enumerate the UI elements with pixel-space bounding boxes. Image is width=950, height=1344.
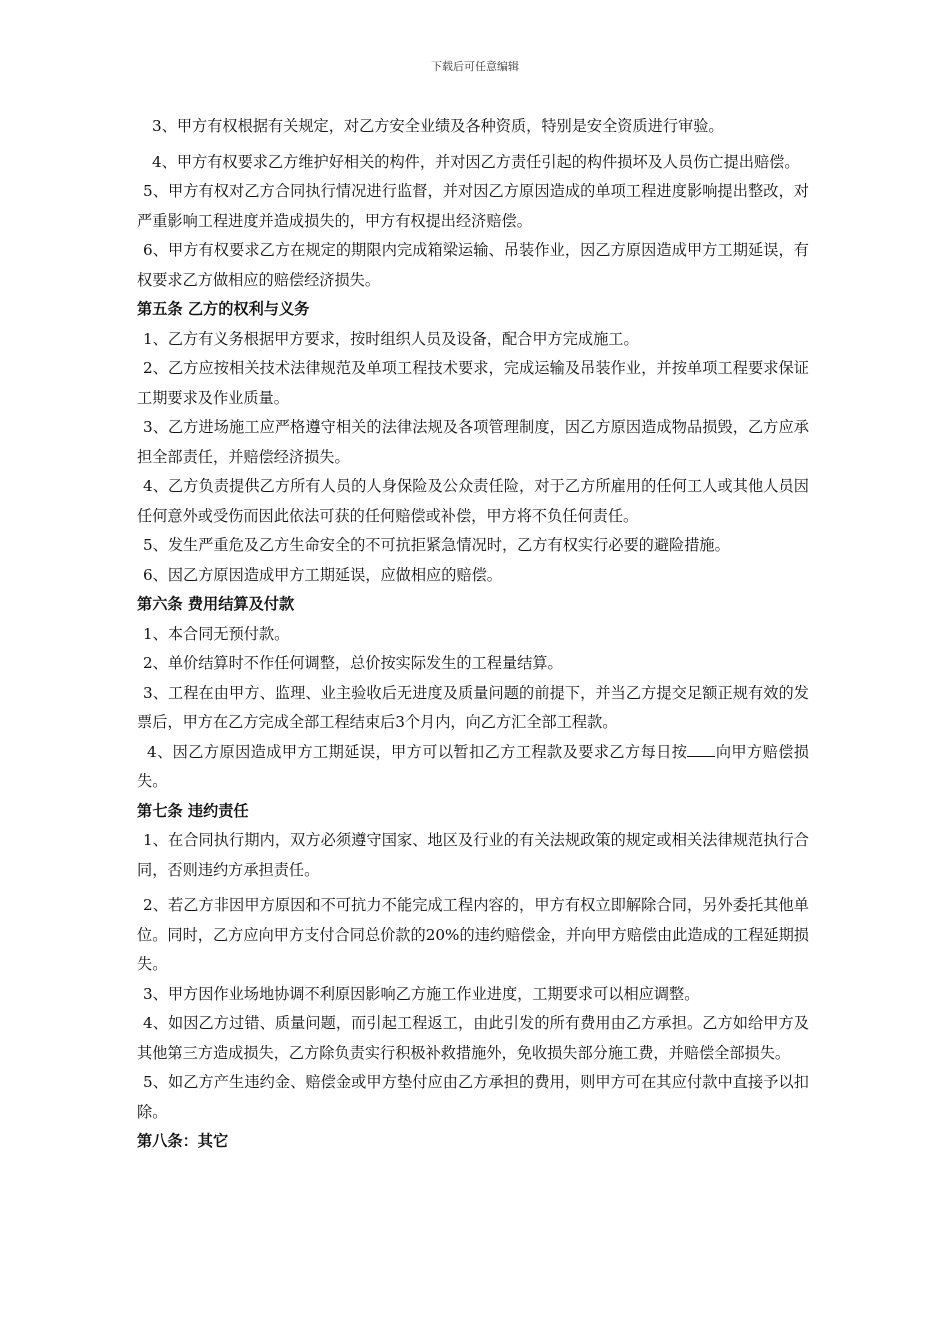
clause-5-item-1: 1、乙方有义务根据甲方要求，按时组织人员及设备，配合甲方完成施工。 bbox=[143, 329, 639, 348]
contract-body bbox=[137, 112, 809, 1157]
clause-5-item-2: 2、乙方应按相关技术法律规范及单项工程技术要求，完成运输及吊装作业，并按单项工程要求保证工期要求及作业质量。 bbox=[137, 359, 809, 407]
clause-7-item-3: 3、甲方因作业场地协调不利原因影响乙方施工作业进度，工期要求可以相应调整。 bbox=[143, 984, 700, 1003]
section-heading-8: 第八条：其它 bbox=[137, 1132, 229, 1150]
fill-in-blank bbox=[687, 742, 715, 757]
clause-6-item-4-text-after: 向甲方赔偿损失。 bbox=[137, 742, 809, 790]
clause-7-item-1: 1、在合同执行期内，双方必须遵守国家、地区及行业的有关法规政策的规定或相关法律规范执行合同，否则违约方承担责任。 bbox=[137, 831, 809, 879]
clause-6-item-1: 1、本合同无预付款。 bbox=[143, 624, 290, 643]
clause-7-item-4: 4、如因乙方过错、质量问题，而引起工程返工，由此引发的所有费用由乙方承担。乙方如给甲方及其他第三方造成损失，乙方除负责实行积极补救措施外，免收损失部分施工费，并赔偿全部损失。 bbox=[137, 1014, 809, 1062]
section-heading-5: 第五条 乙方的权利与义务 bbox=[137, 300, 310, 318]
clause-6-item-4-text-before: 4、因乙方原因造成甲方工期延误，甲方可以暂扣乙方工程款及要求乙方每日按 bbox=[147, 742, 688, 761]
clause-7-item-2: 2、若乙方非因甲方原因和不可抗力不能完成工程内容的，甲方有权立即解除合同，另外委托其他单位。同时，乙方应向甲方支付合同总价款的20%的违约赔偿金，并向甲方赔偿由此造成的工程延期损失。 bbox=[137, 896, 809, 973]
section-heading-6: 第六条 费用结算及付款 bbox=[137, 595, 295, 613]
clause-5-item-5: 5、发生严重危及乙方生命安全的不可抗拒紧急情况时，乙方有权实行必要的避险措施。 bbox=[143, 536, 730, 554]
clause-5-item-6: 6、因乙方原因造成甲方工期延误，应做相应的赔偿。 bbox=[143, 565, 502, 584]
clause-5-item-3: 3、乙方进场施工应严格遵守相关的法律法规及各项管理制度，因乙方原因造成物品损毁，乙方应承担全部责任，并赔偿经济损失。 bbox=[137, 418, 809, 466]
clause-6-item-3: 3、工程在由甲方、监理、业主验收后无进度及质量问题的前提下，并当乙方提交足额正规有效的发票后，甲方在乙方完成全部工程结束后3个月内，向乙方汇全部工程款。 bbox=[137, 683, 809, 731]
clause-6-item-4 bbox=[137, 738, 809, 797]
clause-5-item-4: 4、乙方负责提供乙方所有人员的人身保险及公众责任险，对于乙方所雇用的任何工人或其他人员因任何意外或受伤而因此依法可获的任何赔偿或补偿，甲方将不负任何责任。 bbox=[137, 477, 809, 525]
clause-6-item-2: 2、单价结算时不作任何调整，总价按实际发生的工程量结算。 bbox=[143, 654, 563, 672]
clause-4-item-5: 5、甲方有权对乙方合同执行情况进行监督，并对因乙方原因造成的单项工程进度影响提出整改，对严重影响工程进度并造成损失的，甲方有权提出经济赔偿。 bbox=[137, 182, 809, 230]
clause-7-item-5: 5、如乙方产生违约金、赔偿金或甲方垫付应由乙方承担的费用，则甲方可在其应付款中直接予以扣除。 bbox=[137, 1073, 809, 1121]
clause-4-item-4: 4、甲方有权要求乙方维护好相关的构件，并对因乙方责任引起的构件损坏及人员伤亡提出赔偿。 bbox=[152, 152, 800, 171]
page-header-note: 下载后可任意编辑 bbox=[431, 60, 519, 73]
section-heading-7: 第七条 违约责任 bbox=[137, 801, 249, 820]
clause-4-item-6: 6、甲方有权要求乙方在规定的期限内完成箱梁运输、吊装作业，因乙方原因造成甲方工期延误，有权要求乙方做相应的赔偿经济损失。 bbox=[137, 241, 809, 289]
clause-4-item-3: 3、甲方有权根据有关规定，对乙方安全业绩及各种资质，特别是安全资质进行审验。 bbox=[152, 117, 724, 135]
